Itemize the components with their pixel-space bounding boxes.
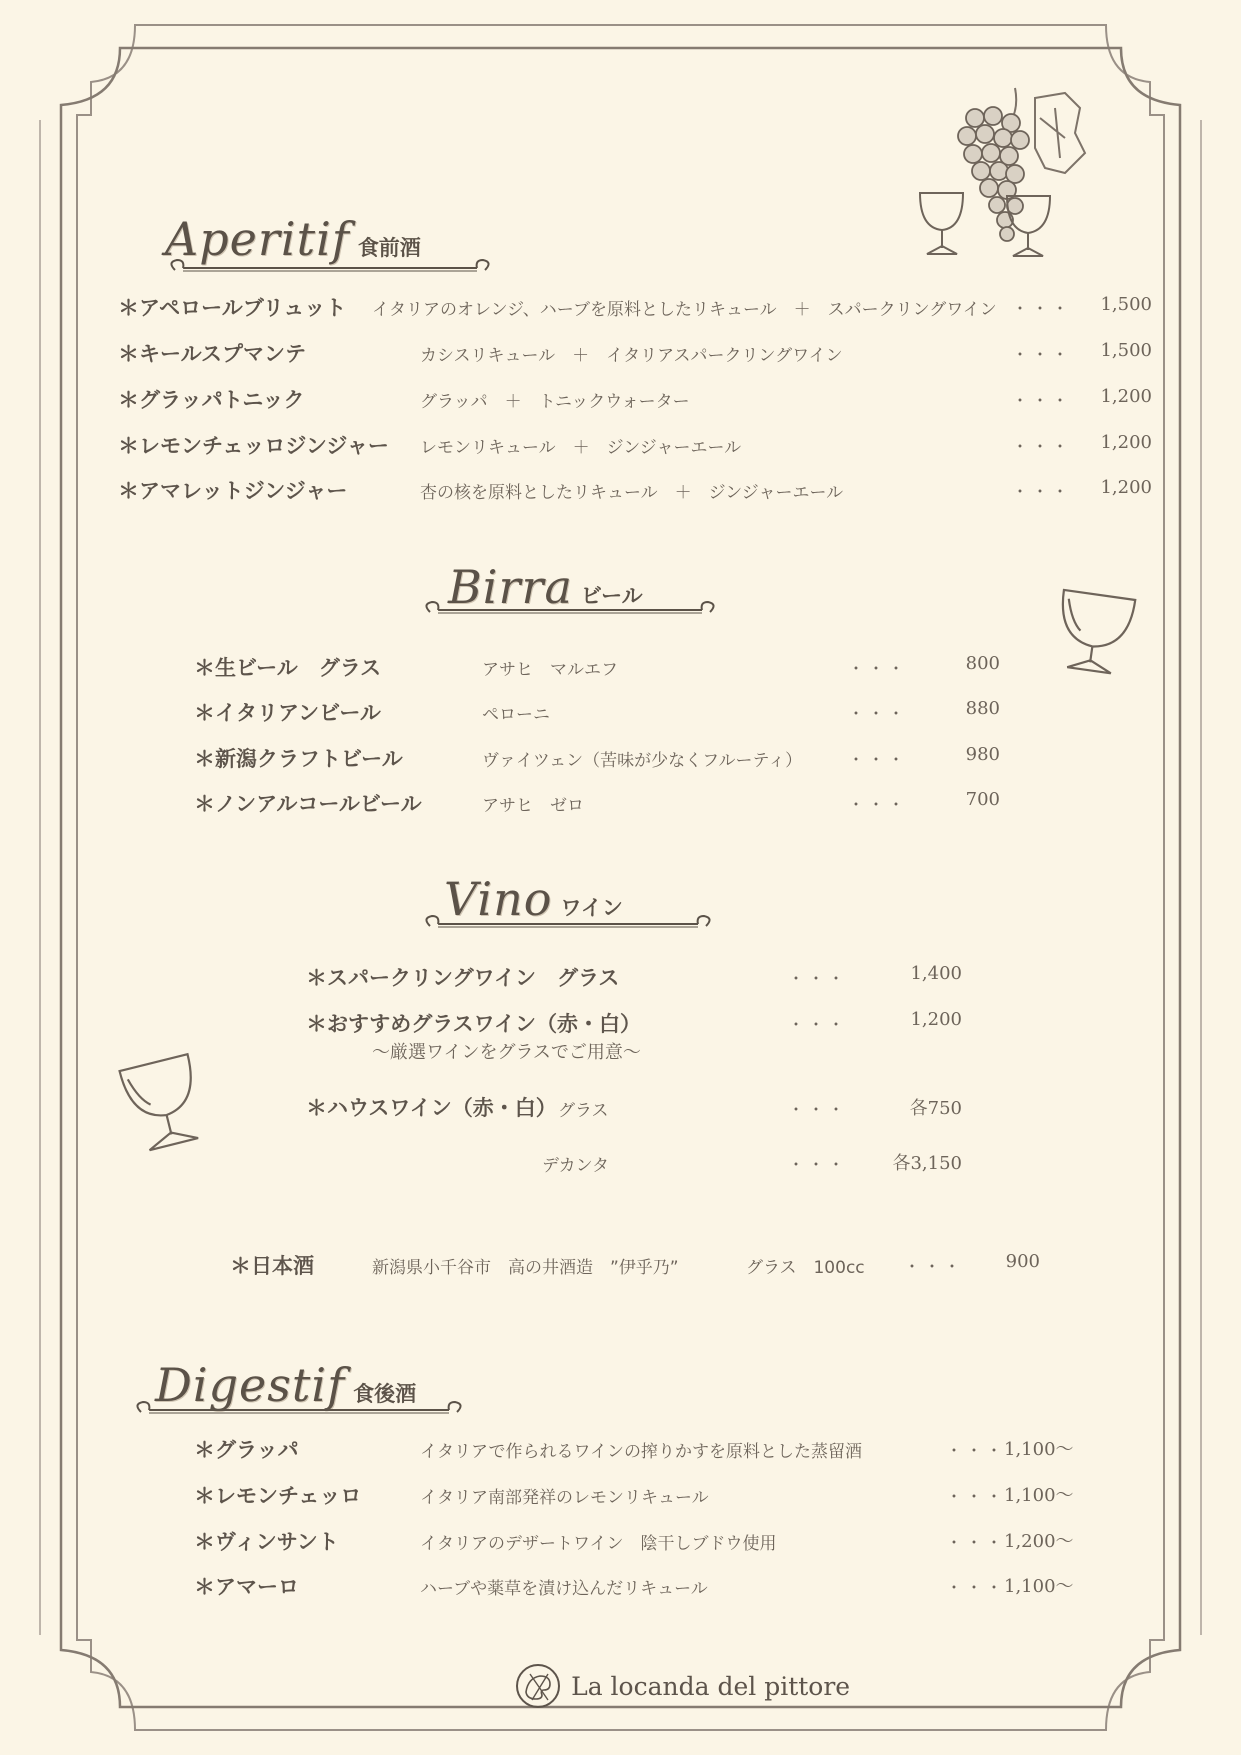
digestif-title: Digestif <box>155 1358 346 1412</box>
menu-item-description: カシスリキュール ＋ イタリアスパークリングワイン <box>420 346 843 366</box>
menu-item-dots: ・・・ <box>848 750 909 769</box>
menu-item-price: 1,100～ <box>1004 1439 1074 1460</box>
menu-item-price: 700 <box>965 789 1000 810</box>
menu-item-price: 1,200 <box>1100 477 1152 498</box>
house-wine-decanter-label: デカンタ <box>542 1156 609 1176</box>
menu-item-dots: ・・・ <box>1012 299 1073 318</box>
menu-item-dots: ・・・ <box>788 1155 849 1174</box>
menu-item-price: 各750 <box>909 1098 962 1119</box>
menu-item-description: アサヒ ゼロ <box>482 796 584 816</box>
digestif-heading <box>155 1358 416 1412</box>
palette-emblem-icon <box>514 1662 562 1710</box>
aperitif-title: Aperitif <box>165 212 350 266</box>
menu-item-name: ＊ヴィンサント <box>194 1530 339 1554</box>
menu-item-price: 1,500 <box>1100 340 1152 361</box>
menu-item-description: グラッパ ＋ トニックウォーター <box>420 392 690 412</box>
menu-item-description: 新潟県小千谷市 高の井酒造 ”伊乎乃” <box>372 1258 679 1278</box>
flourish-divider <box>131 1398 467 1420</box>
menu-item-price: 1,500 <box>1100 294 1152 315</box>
menu-item-description: イタリア南部発祥のレモンリキュール <box>420 1488 709 1508</box>
grapes-wine-glasses-illustration <box>915 78 1095 268</box>
birra-subtitle: ビール <box>580 584 643 608</box>
menu-item-description: ペローニ <box>482 705 550 725</box>
house-wine-glass-label: グラス <box>558 1101 609 1121</box>
menu-item-name: ＊キールスプマンテ <box>118 342 306 366</box>
vino-heading <box>444 872 623 926</box>
menu-item-dots: ・・・ <box>1012 482 1073 501</box>
menu-item-name: ＊おすすめグラスワイン（赤・白） <box>306 1012 641 1036</box>
wine-glass-illustration <box>118 1048 223 1168</box>
menu-item-dots: ・・・ <box>788 1015 849 1034</box>
menu-item-description: 杏の核を原料としたリキュール ＋ ジンジャーエール <box>420 483 844 503</box>
menu-item-name: ＊ハウスワイン（赤・白） <box>306 1096 557 1120</box>
menu-item-name: ＊日本酒 <box>230 1254 314 1278</box>
menu-item-dots: ・・・ <box>788 969 849 988</box>
aperitif-subtitle: 食前酒 <box>357 236 421 260</box>
flourish-divider <box>420 598 720 620</box>
menu-item-description: レモンリキュール ＋ ジンジャーエール <box>420 438 742 458</box>
menu-item-description: ハーブや薬草を漬け込んだリキュール <box>420 1579 708 1599</box>
menu-item-name: ＊生ビール グラス <box>194 656 382 680</box>
menu-item-name: ＊レモンチェッロジンジャー <box>118 434 389 458</box>
menu-item-name: ＊アマーロ <box>194 1575 299 1599</box>
menu-item-dots: ・・・ <box>946 1533 1007 1552</box>
menu-item-dots: ・・・ <box>1012 345 1073 364</box>
digestif-subtitle: 食後酒 <box>353 1382 417 1406</box>
sake-size: グラス 100cc <box>746 1258 865 1278</box>
menu-item-price: 1,200 <box>1100 386 1152 407</box>
menu-item-dots: ・・・ <box>848 704 909 723</box>
menu-item-price: 980 <box>965 744 1000 765</box>
menu-item-dots: ・・・ <box>848 659 909 678</box>
menu-item-dots: ・・・ <box>946 1487 1007 1506</box>
menu-item-dots: ・・・ <box>1012 437 1073 456</box>
birra-heading <box>448 560 643 614</box>
menu-item-name: ＊イタリアンビール <box>194 701 381 725</box>
menu-item-price: 各3,150 <box>892 1153 962 1174</box>
menu-item-description: イタリアで作られるワインの搾りかすを原料とした蒸留酒 <box>420 1442 862 1462</box>
menu-item-price: 1,100～ <box>1004 1485 1074 1506</box>
menu-item-dots: ・・・ <box>788 1100 849 1119</box>
aperitif-heading <box>165 212 421 266</box>
menu-item-price: 1,200 <box>910 1009 962 1030</box>
menu-item-name: ＊レモンチェッロ <box>194 1484 362 1508</box>
flourish-divider <box>420 912 716 934</box>
menu-item-name: ＊グラッパ <box>194 1438 299 1462</box>
menu-item-description: ヴァイツェン（苦味が少なくフルーティ） <box>482 751 803 771</box>
restaurant-logo <box>514 1662 850 1710</box>
menu-item-price: 1,200 <box>1100 432 1152 453</box>
menu-item-dots: ・・・ <box>848 795 909 814</box>
menu-item-price: 1,100～ <box>1004 1576 1074 1597</box>
menu-item-name: ＊グラッパトニック <box>118 388 305 412</box>
logo-text: La locanda del pittore <box>571 1671 851 1701</box>
menu-item-price: 1,200～ <box>1004 1531 1074 1552</box>
menu-item-description: アサヒ マルエフ <box>482 660 618 680</box>
vino-title: Vino <box>444 872 553 926</box>
menu-item-description: イタリアのオレンジ、ハーブを原料としたリキュール ＋ スパークリングワイン <box>372 300 997 320</box>
menu-item-description: イタリアのデザートワイン 陰干しブドウ使用 <box>420 1534 777 1554</box>
birra-title: Birra <box>448 560 573 614</box>
menu-item-dots: ・・・ <box>946 1578 1007 1597</box>
menu-item-price: 1,400 <box>910 963 962 984</box>
menu-item-dots: ・・・ <box>946 1441 1007 1460</box>
menu-item-name: ＊スパークリングワイン グラス <box>306 966 620 990</box>
beer-glass-illustration <box>1050 585 1145 685</box>
vino-subtitle: ワイン <box>560 896 623 920</box>
menu-item-price: 880 <box>965 698 1000 719</box>
flourish-divider <box>165 256 495 278</box>
menu-item-dots: ・・・ <box>904 1257 965 1276</box>
menu-item-dots: ・・・ <box>1012 391 1073 410</box>
menu-item-name: ＊ノンアルコールビール <box>194 792 422 816</box>
menu-item-name: ＊新潟クラフトビール <box>194 747 403 771</box>
menu-item-name: ＊アマレットジンジャー <box>118 479 348 503</box>
menu-item-name: ＊アペロールブリュット <box>118 296 347 320</box>
menu-item-price: 800 <box>965 653 1000 674</box>
menu-item-note: ～厳選ワインをグラスでご用意～ <box>372 1042 641 1063</box>
menu-item-price: 900 <box>1005 1251 1040 1272</box>
